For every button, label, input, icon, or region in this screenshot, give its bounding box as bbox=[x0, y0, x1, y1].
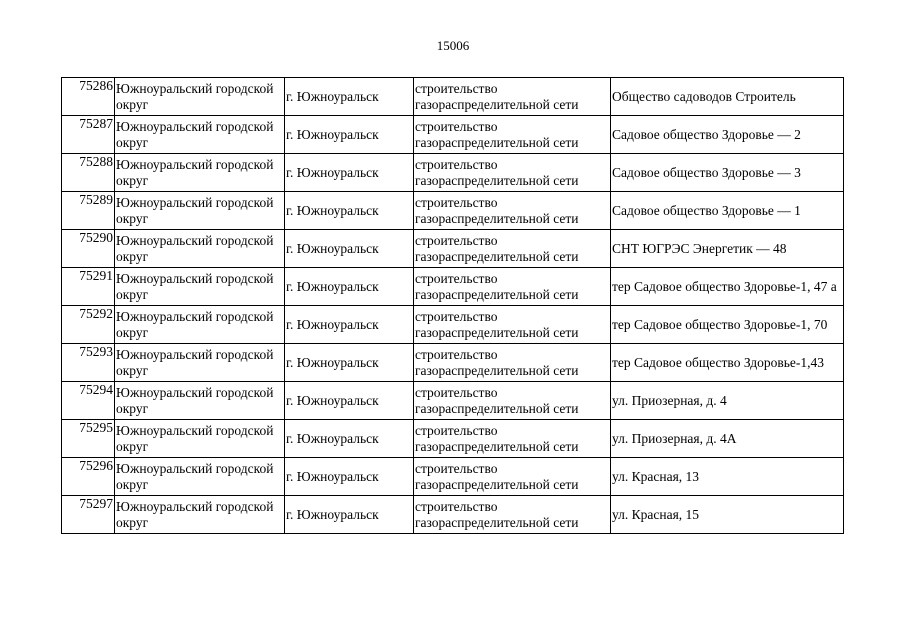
table-row bbox=[62, 230, 844, 268]
address-cell: СНТ ЮГРЭС Энергетик — 48 bbox=[611, 230, 844, 268]
table-row bbox=[62, 306, 844, 344]
city-cell: г. Южноуральск bbox=[285, 306, 414, 344]
district-cell: Южноуральский городской округ bbox=[115, 192, 285, 230]
registry-table bbox=[61, 77, 844, 534]
district-cell: Южноуральский городской округ bbox=[115, 420, 285, 458]
city-cell: г. Южноуральск bbox=[285, 154, 414, 192]
district-cell: Южноуральский городской округ bbox=[115, 78, 285, 116]
registry-table-body bbox=[62, 78, 844, 534]
page-number: 15006 bbox=[436, 38, 470, 53]
address-cell: тер Садовое общество Здоровье-1, 47 а bbox=[611, 268, 844, 306]
table-row bbox=[62, 496, 844, 534]
address-cell: Садовое общество Здоровье — 2 bbox=[611, 116, 844, 154]
address-cell: ул. Приозерная, д. 4А bbox=[611, 420, 844, 458]
work-type-cell: строительство газораспределительной сети bbox=[414, 496, 611, 534]
row-number: 75286 bbox=[62, 78, 115, 116]
table-row bbox=[62, 78, 844, 116]
city-cell: г. Южноуральск bbox=[285, 116, 414, 154]
work-type-cell: строительство газораспределительной сети bbox=[414, 268, 611, 306]
city-cell: г. Южноуральск bbox=[285, 268, 414, 306]
district-cell: Южноуральский городской округ bbox=[115, 306, 285, 344]
district-cell: Южноуральский городской округ bbox=[115, 344, 285, 382]
address-cell: Садовое общество Здоровье — 1 bbox=[611, 192, 844, 230]
table-row bbox=[62, 382, 844, 420]
work-type-cell: строительство газораспределительной сети bbox=[414, 420, 611, 458]
row-number: 75291 bbox=[62, 268, 115, 306]
district-cell: Южноуральский городской округ bbox=[115, 458, 285, 496]
row-number: 75287 bbox=[62, 116, 115, 154]
district-cell: Южноуральский городской округ bbox=[115, 268, 285, 306]
table-row bbox=[62, 192, 844, 230]
row-number: 75293 bbox=[62, 344, 115, 382]
table-row bbox=[62, 420, 844, 458]
city-cell: г. Южноуральск bbox=[285, 344, 414, 382]
table-row bbox=[62, 116, 844, 154]
table-row bbox=[62, 268, 844, 306]
district-cell: Южноуральский городской округ bbox=[115, 230, 285, 268]
district-cell: Южноуральский городской округ bbox=[115, 382, 285, 420]
address-cell: тер Садовое общество Здоровье-1, 70 bbox=[611, 306, 844, 344]
address-cell: тер Садовое общество Здоровье-1,43 bbox=[611, 344, 844, 382]
city-cell: г. Южноуральск bbox=[285, 496, 414, 534]
city-cell: г. Южноуральск bbox=[285, 458, 414, 496]
address-cell: ул. Красная, 15 bbox=[611, 496, 844, 534]
work-type-cell: строительство газораспределительной сети bbox=[414, 116, 611, 154]
row-number: 75296 bbox=[62, 458, 115, 496]
work-type-cell: строительство газораспределительной сети bbox=[414, 458, 611, 496]
row-number: 75289 bbox=[62, 192, 115, 230]
row-number: 75288 bbox=[62, 154, 115, 192]
district-cell: Южноуральский городской округ bbox=[115, 154, 285, 192]
row-number: 75295 bbox=[62, 420, 115, 458]
address-cell: Общество садоводов Строитель bbox=[611, 78, 844, 116]
row-number: 75292 bbox=[62, 306, 115, 344]
work-type-cell: строительство газораспределительной сети bbox=[414, 192, 611, 230]
city-cell: г. Южноуральск bbox=[285, 78, 414, 116]
row-number: 75290 bbox=[62, 230, 115, 268]
work-type-cell: строительство газораспределительной сети bbox=[414, 344, 611, 382]
address-cell: ул. Красная, 13 bbox=[611, 458, 844, 496]
work-type-cell: строительство газораспределительной сети bbox=[414, 306, 611, 344]
address-cell: ул. Приозерная, д. 4 bbox=[611, 382, 844, 420]
city-cell: г. Южноуральск bbox=[285, 382, 414, 420]
row-number: 75294 bbox=[62, 382, 115, 420]
city-cell: г. Южноуральск bbox=[285, 192, 414, 230]
row-number: 75297 bbox=[62, 496, 115, 534]
address-cell: Садовое общество Здоровье — 3 bbox=[611, 154, 844, 192]
city-cell: г. Южноуральск bbox=[285, 230, 414, 268]
work-type-cell: строительство газораспределительной сети bbox=[414, 78, 611, 116]
work-type-cell: строительство газораспределительной сети bbox=[414, 382, 611, 420]
work-type-cell: строительство газораспределительной сети bbox=[414, 230, 611, 268]
work-type-cell: строительство газораспределительной сети bbox=[414, 154, 611, 192]
city-cell: г. Южноуральск bbox=[285, 420, 414, 458]
table-row bbox=[62, 344, 844, 382]
district-cell: Южноуральский городской округ bbox=[115, 116, 285, 154]
table-row bbox=[62, 458, 844, 496]
district-cell: Южноуральский городской округ bbox=[115, 496, 285, 534]
table-row bbox=[62, 154, 844, 192]
